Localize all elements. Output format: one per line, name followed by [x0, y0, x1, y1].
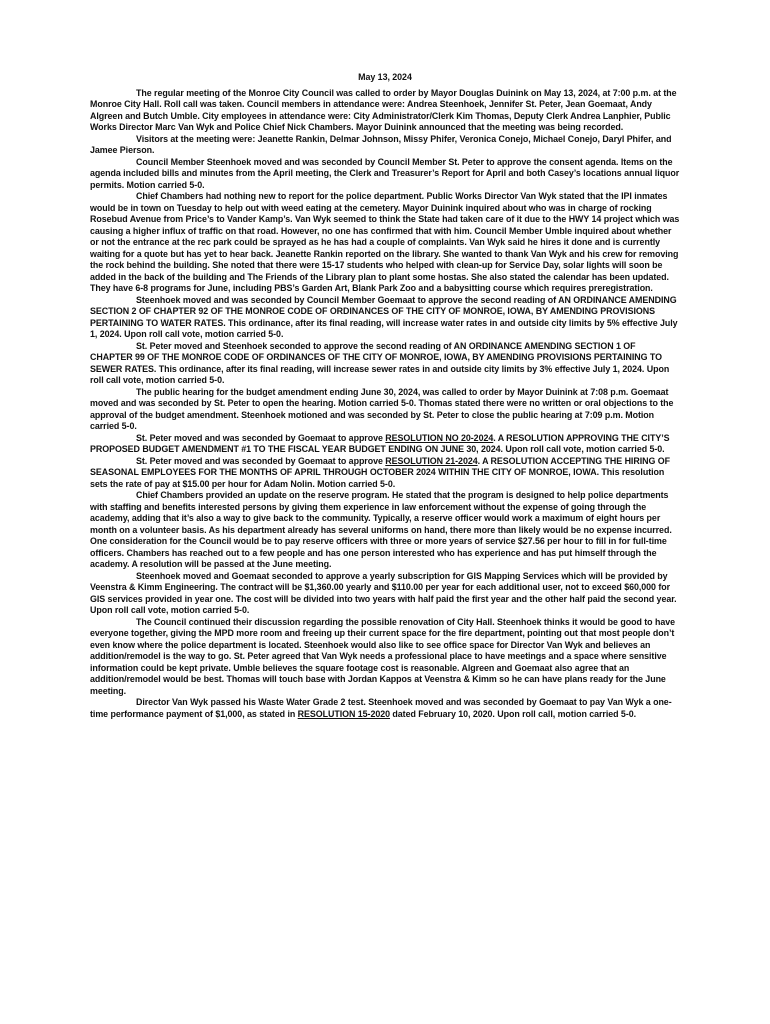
resolution-reference: RESOLUTION NO 20-2024 [385, 432, 494, 443]
paragraph-text: . A RESOLUTION ACCEPTING THE HIRING OF SEASONAL EMPLOYEES FOR THE MONTHS OF APRIL THROUGH OCTOBER 2024 WITHIN THE CITY OF MONROE, IOWA. This resolution sets the rate of pay at $15.00 per hour for Adam Nolin. Motion carried 5-0. [90, 455, 670, 489]
paragraph-text: The public hearing for the budget amendment ending June 30, 2024, was called to order by Mayor Duinink at 7:08 p.m. Goemaat moved and was seconded by St. Peter to open the hearing. Motion carried 5-0. Thomas stated there were no written or oral objections to the approval of the budget amendment. Steenhoek motioned and was seconded by St. Peter to close the public hearing at 7:09 p.m. Motion carried 5-0. [90, 386, 674, 431]
minutes-paragraph [90, 697, 680, 720]
minutes-paragraph [90, 157, 680, 192]
minutes-body [90, 88, 680, 721]
paragraph-text: Visitors at the meeting were: Jeanette Rankin, Delmar Johnson, Missy Phifer, Veronica Conejo, Michael Conejo, Daryl Phifer, and Jamee Pierson. [90, 133, 672, 155]
paragraph-text: St. Peter moved and Steenhoek seconded to approve the second reading of AN ORDINANCE AMENDING SECTION 1 OF CHAPTER 99 OF THE MONROE CODE OF ORDINANCES OF THE CITY OF MONROE, IOWA, BY AMENDING PROVISIONS PERTAINING TO SEWER RATES. This ordinance, after its final reading, will increase sewer rates in and outside city limits by 3% effective July 1, 2024. Upon roll call vote, motion carried 5-0. [90, 340, 670, 385]
minutes-paragraph [90, 295, 680, 341]
paragraph-text: Steenhoek moved and Goemaat seconded to approve a yearly subscription for GIS Mapping Services which will be provided by Veenstra & Kimm Engineering. The contract will be $1,360.00 yearly and $110.00 per year for each additional user, not to exceed $60,000 for GIS services provided in year one. The cost will be divided into two years with half paid the first year and the other half paid the second year. Upon roll call vote, motion carried 5-0. [90, 570, 677, 615]
minutes-paragraph [90, 617, 680, 698]
meeting-date: May 13, 2024 [358, 72, 412, 82]
minutes-paragraph [90, 191, 680, 295]
resolution-reference: RESOLUTION 21-2024 [385, 455, 478, 466]
minutes-paragraph [90, 456, 680, 491]
paragraph-text: Chief Chambers provided an update on the reserve program. He stated that the program is designed to help police departments with staffing and benefits interested persons by giving them experience in law enforcement without the expense of going through the academy, adding that it’s also a way to give back to the community. Typically, a reserve officer would work a maximum of eight hours per month on a volunteer basis. As his department already has several uniforms on hand, there more than likely would be no expense incurred. One consideration for the Council would be to pay reserve officers with three or more years of service $27.56 per hour to fill in for full-time officers. Chambers has reached out to a few people and has one person interested who has experience and has put himself through the academy. A resolution will be passed at the June meeting. [90, 490, 672, 569]
paragraph-text: Chief Chambers had nothing new to report for the police department. Public Works Director Van Wyk stated that the IPI inmates would be in town on Tuesday to help out with weed eating at the cemetery. Mayor Duinink inquired about who was in charge of rocking Rosebud Avenue from Price’s to Vander Kamp’s. Van Wyk seemed to think the State had taken care of it due to the HWY 14 project which was causing a higher influx of traffic on that road. However, no one has confirmed that with him. Council Member Umble inquired about whether or not the entrance at the rec park could be sprayed as he has had a couple of complaints. Van Wyk said he hires it done and is currently waiting for a quote but has yet to hear back. Jeanette Rankin reported on the library. She wanted to thank Van Wyk and his crew for removing the rock behind the building. She noted that there were 15-17 students who helped with clean-up for Service Day, solar lights will soon be added in the back of the building and The Friends of the Library plan to plant some hostas. She also stated the calendar has been updated. They have 6-8 programs for June, including PBS’s Garden Art, Blank Park Zoo and a babysitting course which requires preregistration. [90, 191, 680, 293]
minutes-paragraph [90, 134, 680, 157]
paragraph-text: Council Member Steenhoek moved and was seconded by Council Member St. Peter to approve the consent agenda. Items on the agenda included bills and minutes from the April meeting, the Clerk and Treasurer’s Report for April and both Casey’s locations annual liquor permits. Motion carried 5-0. [90, 156, 680, 190]
minutes-paragraph [90, 571, 680, 617]
minutes-paragraph [90, 387, 680, 433]
paragraph-text: St. Peter moved and was seconded by Goemaat to approve [136, 432, 386, 443]
paragraph-text: . A RESOLUTION APPROVING THE CITY’S PROPOSED BUDGET AMENDMENT #1 TO THE FISCAL YEAR BUDGET ENDING ON JUNE 30, 2024. Upon roll call vote, motion carried 5-0. [90, 432, 670, 454]
minutes-paragraph [90, 490, 680, 571]
paragraph-text: Steenhoek moved and was seconded by Council Member Goemaat to approve the second reading of AN ORDINANCE AMENDING SECTION 2 OF CHAPTER 92 OF THE MONROE CODE OF ORDINANCES OF THE CITY OF MONROE, IOWA, BY AMENDING PROVISIONS PERTAINING TO WATER RATES. This ordinance, after its final reading, will increase water rates in and outside city limits by 5% effective July 1, 2024. Upon roll call vote, motion carried 5-0. [90, 294, 678, 339]
minutes-paragraph [90, 341, 680, 387]
minutes-paragraph [90, 433, 680, 456]
document-page [90, 72, 680, 720]
paragraph-text: St. Peter moved and was seconded by Goemaat to approve [136, 455, 386, 466]
paragraph-text: The regular meeting of the Monroe City Council was called to order by Mayor Douglas Duinink on May 13, 2024, at 7:00 p.m. at the Monroe City Hall. Roll call was taken. Council members in attendance were: Andrea Steenhoek, Jennifer St. Peter, Jean Goemaat, Andy Algreen and Butch Umble. City employees in attendance were: City Administrator/Clerk Kim Thomas, Deputy Clerk Andrea Lanphier, Public Works Director Marc Van Wyk and Police Chief Nick Chambers. Mayor Duinink announced that the meeting was being recorded. [90, 87, 677, 132]
resolution-reference: RESOLUTION 15-2020 [297, 708, 390, 719]
paragraph-text: The Council continued their discussion regarding the possible renovation of City Hall. Steenhoek thinks it would be good to have everyone together, giving the MPD more room and freeing up their current space for the fire department, pointing out that most people don’t even know where the police department is located. Steenhoek would also like to see office space for Director Van Wyk and believes an addition/remodel is the way to go. St. Peter agreed that Van Wyk needs a professional place to have meetings and a space where sensitive information could be kept private. Umble believes the square footage cost is reasonable. Algreen and Goemaat also agree that an addition/remodel would be best. Thomas will touch base with Jordan Kappos at Veenstra & Kimm so he can have plans ready for the June meeting. [90, 616, 675, 696]
paragraph-text: Director Van Wyk passed his Waste Water Grade 2 test. Steenhoek moved and was seconded by Goemaat to pay Van Wyk a one-time performance payment of $1,000, as stated in [90, 697, 672, 719]
minutes-paragraph [90, 88, 680, 134]
paragraph-text: dated February 10, 2020. Upon roll call, motion carried 5-0. [390, 708, 637, 719]
